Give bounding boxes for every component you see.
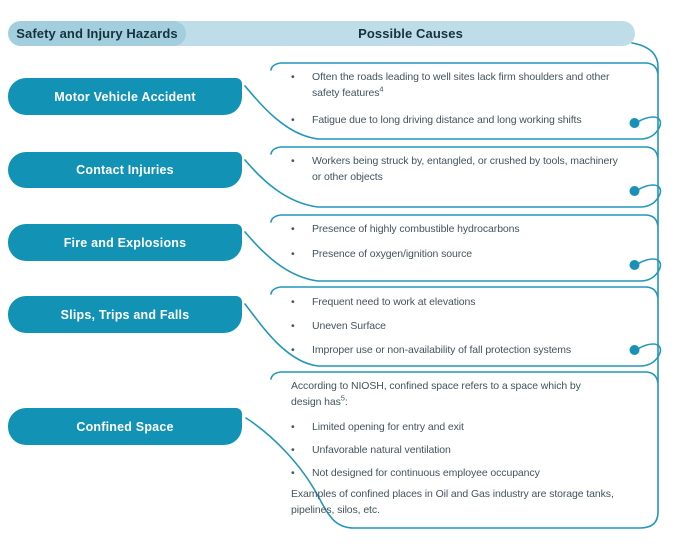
cause-item	[291, 442, 643, 458]
causes-column-title: Possible Causes	[358, 26, 463, 41]
cause-item	[291, 69, 643, 101]
hazard-label: Confined Space	[76, 419, 174, 434]
cause-item	[291, 419, 643, 435]
causes-panel-slips-trips-falls	[291, 294, 643, 358]
hazard-pill-motor-vehicle	[8, 78, 242, 115]
cause-text: Unfavorable natural ventilation	[312, 444, 451, 456]
cause-text: Often the roads leading to well sites lack firm shoulders and other safety features$^4$	[312, 71, 610, 99]
cause-text: Improper use or non-availability of fall protection systems	[312, 344, 572, 356]
footnote-ref: 5	[340, 393, 345, 403]
cause-item	[291, 465, 643, 481]
cause-item	[291, 318, 643, 334]
causes-panel-contact-injuries	[291, 153, 643, 185]
hazard-pill-confined-space	[8, 408, 242, 445]
bullet-icon: •	[291, 71, 295, 83]
header-hazards-pill	[8, 21, 186, 46]
cause-text: Presence of oxygen/ignition source	[312, 248, 473, 260]
hazard-label: Fire and Explosions	[63, 235, 187, 250]
cause-item	[291, 342, 643, 358]
cause-item	[291, 221, 643, 237]
cause-item	[291, 112, 643, 128]
hazard-label: Motor Vehicle Accident	[54, 89, 196, 104]
footnote-ref: 4	[379, 84, 384, 94]
hazard-pill-contact-injuries	[8, 152, 242, 188]
junction-dot-2	[630, 186, 640, 196]
hazard-pill-slips-trips-falls	[8, 296, 242, 333]
causes-panel-motor-vehicle	[291, 69, 643, 128]
bullet-icon: •	[291, 114, 295, 126]
bullet-icon: •	[291, 248, 295, 260]
confined-space-examples: Examples of confined places in Oil and Gas industry are storage tanks, pipelines, silos, etc.	[291, 488, 614, 516]
causes-panel-fire-explosions	[291, 221, 643, 262]
bullet-icon: •	[291, 467, 295, 479]
cause-item	[291, 153, 643, 185]
cause-text: Uneven Surface	[312, 320, 386, 332]
bullet-icon: •	[291, 155, 295, 167]
cause-text: Presence of highly combustible hydrocarbons	[312, 223, 520, 235]
bullet-icon: •	[291, 320, 295, 332]
bullet-icon: •	[291, 421, 295, 433]
hazard-pill-fire-explosions	[8, 224, 242, 261]
bullet-icon: •	[291, 344, 295, 356]
cause-text: Not designed for continuous employee occupancy	[312, 467, 540, 479]
bullet-icon: •	[291, 444, 295, 456]
cause-item	[291, 294, 643, 310]
cause-text: Workers being struck by, entangled, or crushed by tools, machinery or other objects	[312, 155, 618, 183]
causes-panel-confined-space	[291, 378, 643, 518]
bullet-icon: •	[291, 223, 295, 235]
hazard-label: Slips, Trips and Falls	[60, 307, 190, 322]
confined-space-definition: According to NIOSH, confined space refers to a space which by design has$^5$:	[291, 380, 581, 408]
hazard-label: Contact Injuries	[76, 163, 174, 177]
cause-text: Frequent need to work at elevations	[312, 296, 476, 308]
header-causes-title-wrap	[186, 21, 635, 46]
cause-text: Limited opening for entry and exit	[312, 421, 464, 433]
bullet-icon: •	[291, 296, 295, 308]
hazards-column-title: Safety and Injury Hazards	[16, 26, 178, 41]
cause-text: Fatigue due to long driving distance and long working shifts	[312, 114, 582, 126]
cause-item	[291, 246, 643, 262]
